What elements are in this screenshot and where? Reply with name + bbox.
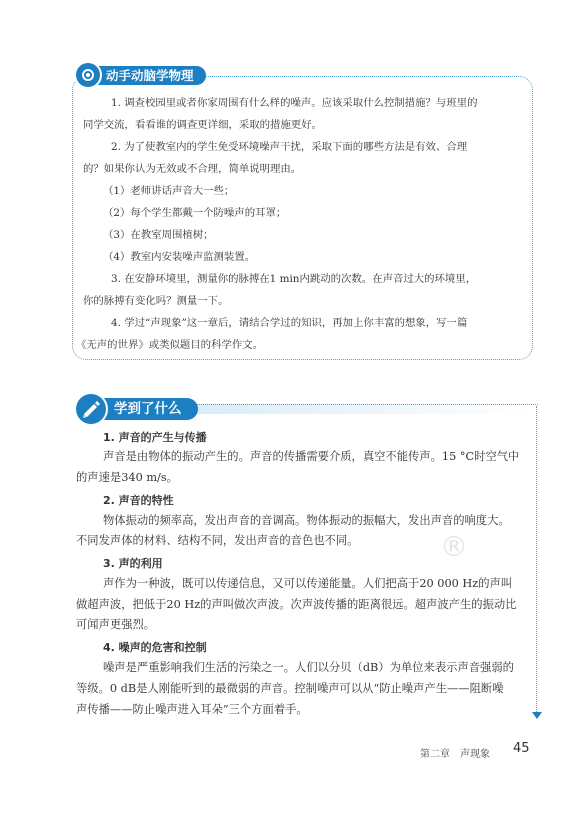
heading: 3. 声的利用 [103,557,163,570]
heading: 2. 声音的特性 [103,494,174,507]
summary-header-band [178,404,538,414]
paragraph-line: 可闻声更强烈。 [76,618,156,631]
exercise-line: （3）在教室周围植树； [103,229,214,241]
exercise-line: （4）教室内安装噪声监测装置。 [103,251,256,263]
arrow-down-icon [532,712,542,719]
paragraph-line: 物体振动的频率高，发出声音的音调高。物体振动的振幅大，发出声音的响度大。 [103,514,510,527]
summary-side-rule [536,406,537,712]
exercise-line: 的？如果你认为无效或不合理，简单说明理由。 [83,163,302,175]
target-icon [76,63,100,87]
paragraph-line: 做超声波，把低于20 Hz的声叫做次声波。次声波传播的距离很远。超声波产生的振动比 [76,598,517,611]
exercise-line: 《无声的世界》或类似题目的科学作文。 [76,339,264,351]
page-number: 45 [513,741,530,756]
pen-icon [76,394,106,424]
summary-header [76,394,198,424]
exercise-line: 3. 在安静环境里，测量你的脉搏在1 min内跳动的次数。在声音过大的环境里， [111,273,477,285]
paragraph-line: 的声速是340 m/s。 [76,471,178,484]
exercise-line: 4. 学过“声现象”这一章后，请结合学过的知识，再加上你丰富的想象，写一篇 [111,317,468,329]
exercise-line: （1）老师讲话声音大一些； [103,185,235,197]
paragraph-line: 声音是由物体的振动产生的。声音的传播需要介质，真空不能传声。15 °C时空气中 [103,450,520,463]
exercise-line: 2. 为了使教室内的学生免受环境噪声干扰，采取下面的哪些方法是有效、合理 [111,141,468,153]
summary-header-rule [178,404,538,405]
heading: 4. 噪声的危害和控制 [103,641,207,654]
heading: 1. 声音的产生与传播 [103,431,207,444]
chapter-label: 第二章 声现象 [420,749,490,760]
paragraph-line: 噪声是严重影响我们生活的污染之一。人们以分贝（dB）为单位来表示声音强弱的 [103,661,514,674]
watermark: ® [440,530,468,563]
paragraph-line: 不同发声体的材料、结构不同，发出声音的音色也不同。 [76,534,359,547]
exercise-header [76,63,206,87]
exercise-line: 你的脉搏有变化吗？测量一下。 [83,295,229,307]
summary-title: 学到了什么 [98,398,198,420]
exercise-line: 1. 调查校园里或者你家周围有什么样的噪声。应该采取什么控制措施？与班里的 [111,97,478,109]
paragraph-line: 等级。0 dB是人刚能听到的最微弱的声音。控制噪声可以从“防止噪声产生——阻断噪 [76,682,504,695]
exercise-line: 同学交流，看看谁的调查更详细，采取的措施更好。 [83,119,322,131]
paragraph-line: 声作为一种波，既可以传递信息，又可以传递能量。人们把高于20 000 Hz的声叫 [103,577,513,590]
exercise-line: （2）每个学生都戴一个防噪声的耳罩； [103,207,287,219]
exercise-title: 动手动脑学物理 [94,66,206,85]
paragraph-line: 声传播——防止噪声进入耳朵”三个方面着手。 [76,703,308,716]
